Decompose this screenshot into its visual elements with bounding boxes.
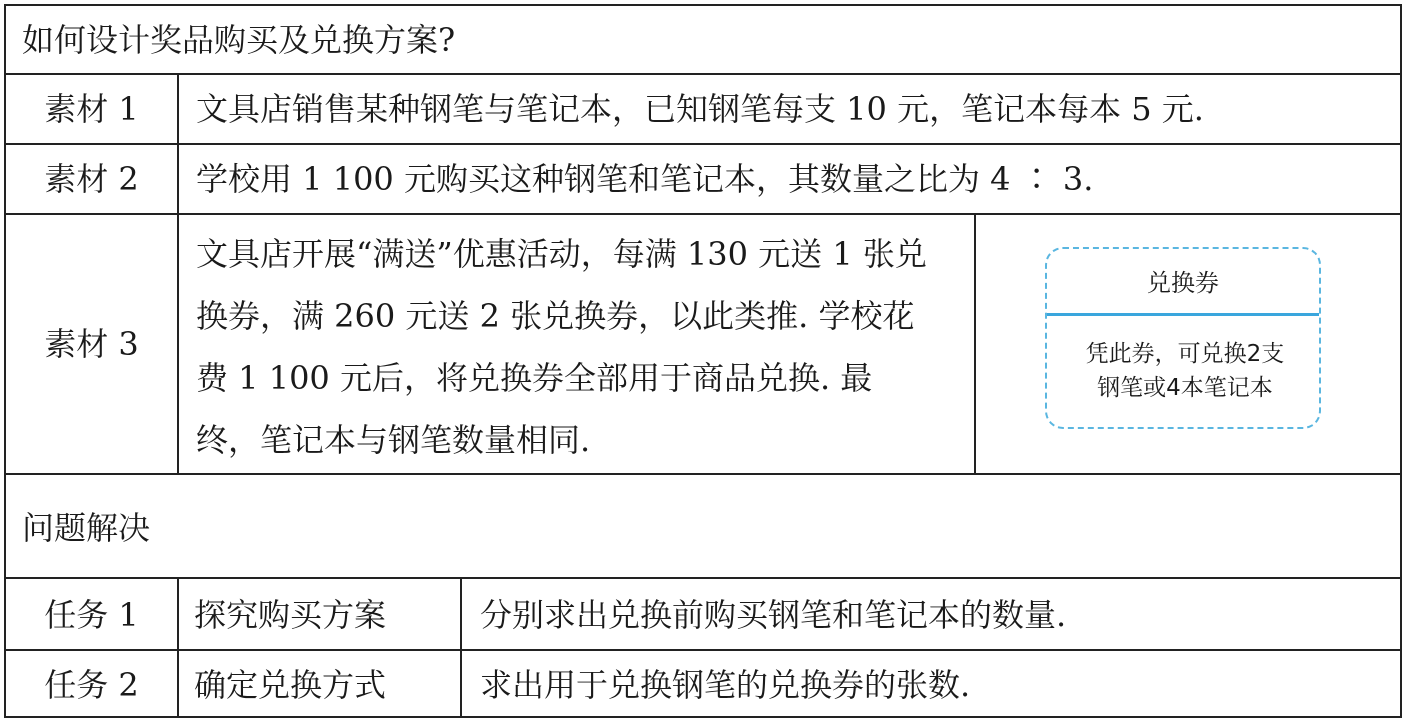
coupon-body [1065,337,1305,405]
task-1-name: 探究购买方案 [194,596,387,634]
row-divider [6,213,1400,215]
material-3-line: 终，笔记本与钢笔数量相同. [196,421,591,459]
column-divider [177,73,179,473]
material-1-label: 素材 1 [44,90,139,128]
column-divider [460,577,462,716]
task-2-name: 确定兑换方式 [194,666,387,704]
column-divider [177,577,179,716]
material-1-text: 文具店销售某种钢笔与笔记本，已知钢笔每支 10 元，笔记本每本 5 元. [196,90,1204,128]
row-divider [6,473,1400,475]
task-2-desc: 求出用于兑换钢笔的兑换券的张数. [480,666,971,704]
row-divider [6,73,1400,75]
task-1-desc: 分别求出兑换前购买钢笔和笔记本的数量. [480,596,1067,634]
material-3-line: 换券，满 260 元送 2 张兑换券，以此类推. 学校花 [196,297,915,335]
material-3-line: 费 1 100 元后，将兑换券全部用于商品兑换. 最 [196,359,873,397]
material-2-text: 学校用 1 100 元购买这种钢笔和笔记本，其数量之比为 4 ∶ 3. [196,160,1094,198]
row-divider [6,649,1400,651]
row-divider [6,577,1400,579]
material-2-label: 素材 2 [44,160,139,198]
coupon-divider [1047,313,1319,316]
task-1-label: 任务 1 [44,596,139,634]
coupon-title: 兑换券 [1147,269,1219,297]
column-divider [974,213,976,473]
coupon-line: 凭此券，可兑换2支 [1085,341,1285,367]
material-3-label: 素材 3 [44,325,139,363]
table-title: 如何设计奖品购买及兑换方案? [22,21,456,59]
material-3-line: 文具店开展“满送”优惠活动，每满 130 元送 1 张兑 [196,235,927,273]
task-2-label: 任务 2 [44,666,139,704]
section-title: 问题解决 [22,509,151,547]
exchange-coupon [1045,247,1321,429]
coupon-line: 钢笔或4本笔记本 [1097,375,1273,401]
row-divider [6,143,1400,145]
